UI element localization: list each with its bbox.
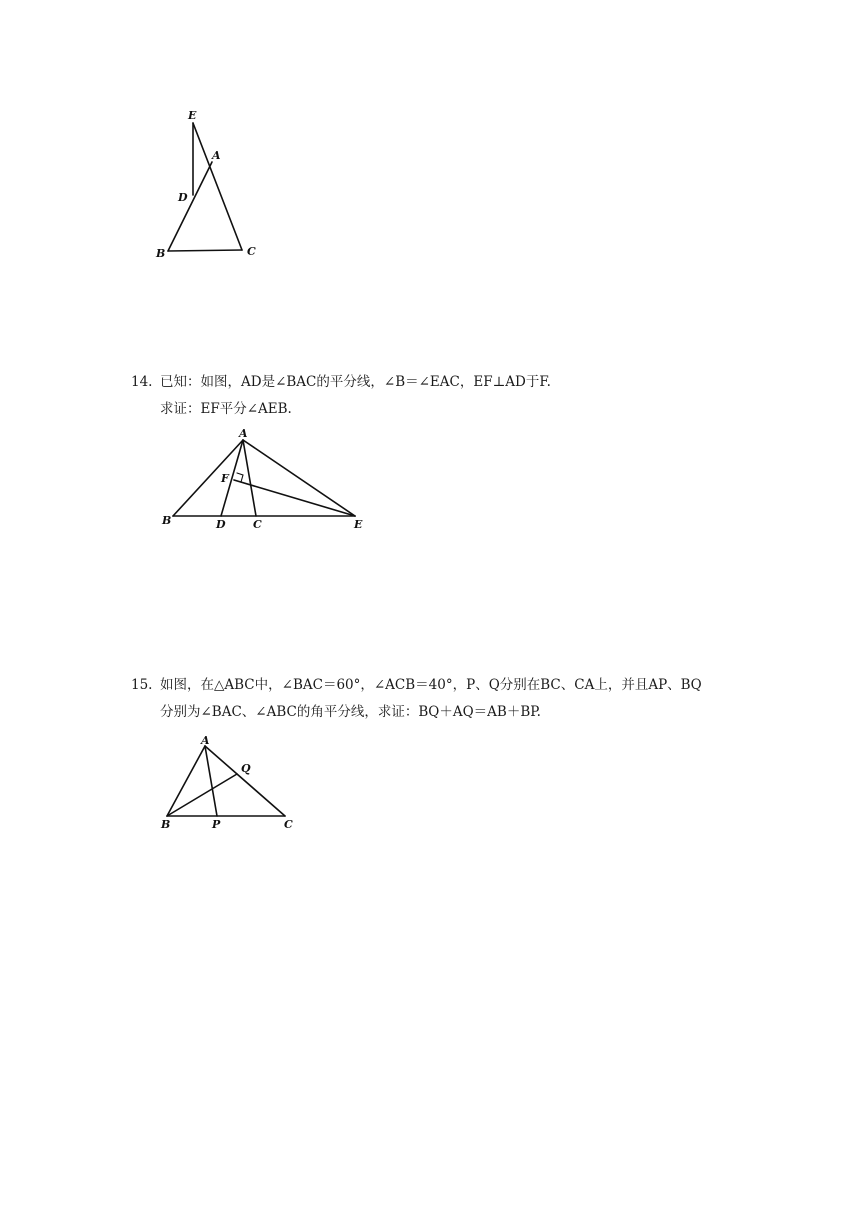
figure-13: [150, 105, 270, 265]
problem-15: [131, 672, 851, 732]
triangle-diagram: [155, 425, 375, 535]
label-E: E: [188, 109, 197, 122]
label-C: C: [253, 518, 262, 531]
problem-statement: 如图，在△ABC中，∠BAC＝60°，∠ACB＝40°，P、Q分别在BC、CA上，并且AP、BQ: [160, 677, 702, 693]
label-D: D: [216, 518, 226, 531]
label-B: B: [161, 818, 171, 831]
segment-AC: [205, 746, 285, 816]
segment-AC: [243, 440, 256, 516]
problem-goal: 分别为∠BAC、∠ABC的角平分线，求证：BQ＋AQ＝AB＋BP.: [160, 704, 541, 720]
segment-AP: [205, 746, 217, 816]
segment-AE: [243, 440, 355, 516]
problem-number: 15.: [131, 677, 153, 693]
label-C: C: [247, 245, 256, 258]
triangle-diagram: [150, 105, 270, 265]
label-P: P: [212, 818, 221, 831]
figure-14: [155, 425, 375, 535]
label-A: A: [201, 734, 210, 747]
label-Q: Q: [241, 762, 251, 775]
triangle-diagram: [155, 730, 305, 835]
problem-14: [131, 369, 831, 429]
label-D: D: [178, 191, 188, 204]
problem-goal: 求证：EF平分∠AEB.: [160, 401, 292, 417]
label-B: B: [162, 514, 172, 527]
label-C: C: [284, 818, 293, 831]
label-B: B: [156, 247, 166, 260]
segment-BC: [168, 250, 242, 251]
problem-number: 14.: [131, 374, 153, 390]
label-A: A: [239, 427, 248, 440]
label-A: A: [212, 149, 221, 162]
figure-15: [155, 730, 305, 835]
label-F: F: [221, 472, 229, 485]
label-E: E: [354, 518, 363, 531]
segment-BA: [168, 162, 212, 251]
problem-statement: 已知：如图，AD是∠BAC的平分线，∠B＝∠EAC，EF⊥AD于F.: [160, 374, 551, 390]
